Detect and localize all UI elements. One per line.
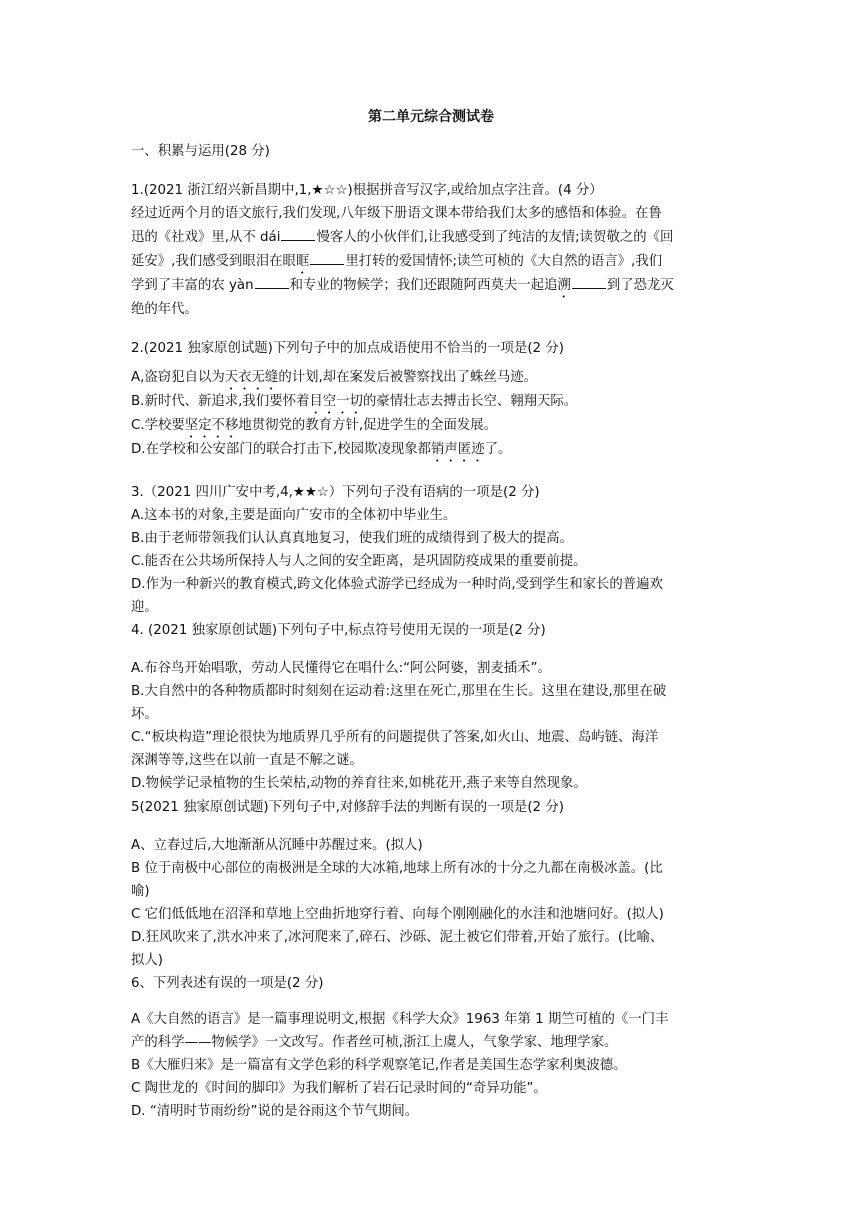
answer-blank[interactable] <box>310 250 344 265</box>
option-text: B.新时代、新追求,我们要怀着 <box>131 394 310 409</box>
q2-option-b <box>131 390 731 417</box>
dotted-character: 眶 <box>295 254 310 269</box>
q1-text-line: 经过近两个月的语文旅行,我们发现,八年级下册语文课本带给我们太多的感悟和体验。在鲁 <box>131 206 662 221</box>
dotted-idiom: 销声匿迹 <box>431 442 485 457</box>
q1-text-line <box>131 274 731 301</box>
q1-text-line <box>131 226 731 250</box>
answer-blank[interactable] <box>572 274 606 289</box>
q3-option-d-cont: 迎。 <box>131 600 158 615</box>
q3-option-a: A.这本书的对象,主要是面向广安市的全体初中毕业生。 <box>131 508 457 523</box>
option-text: 的计划,却在案发后被警察找出了蛛丝马迹。 <box>278 370 538 385</box>
answer-blank[interactable] <box>255 274 289 289</box>
q4-option-c: C.“板块构造”理论很快为地质界几乎所有的问题提供了答案,如火山、地震、岛屿链、海洋 <box>131 730 659 745</box>
q2-option-c <box>131 414 731 441</box>
q1-text-line: 绝的年代。 <box>131 302 198 317</box>
q6-option-d: D. “清明时节雨纷纷”说的是谷雨这个节气期间。 <box>131 1104 419 1119</box>
option-text: 地贯彻党的教育方针,促进学生的全面发展。 <box>238 418 498 433</box>
option-text: A,盗窃犯自以为 <box>131 370 225 385</box>
q4-stem: 4. (2021 独家原创试题)下列句子中,标点符号使用无误的一项是(2 分) <box>131 623 546 638</box>
q4-option-c-cont: 深渊等等,这些在以前一直是不解之谜。 <box>131 753 363 768</box>
option-text: D.在学校和公安部门的联合打击下,校园欺凌现象都 <box>131 442 432 457</box>
q1-text: 和专业的物候学；我们还跟随阿西莫夫一起追 <box>289 278 558 293</box>
q5-option-b: B 位于南极中心部位的南极洲是全球的大冰箱,地球上所有冰的十分之九都在南极冰盖。(比 <box>131 861 663 876</box>
q3-option-c: C.能否在公共场所保持人与人之间的安全距离，是巩固防疫成果的重要前提。 <box>131 554 587 569</box>
q2-option-d <box>131 438 731 465</box>
q4-option-b-cont: 坏。 <box>131 707 158 722</box>
q1-text: 学到了丰富的农 yàn <box>131 278 254 293</box>
q2-option-a <box>131 366 731 393</box>
q4-option-b: B.大自然中的各种物质都时时刻刻在运动着:这里在死亡,那里在生长。这里在建设,那里在破 <box>131 684 667 699</box>
q6-option-b: B《大雁归来》是一篇富有文学色彩的科学观察笔记,作者是美国生态学家利奥波德。 <box>131 1058 627 1073</box>
dotted-character: 溯 <box>557 278 571 293</box>
answer-blank[interactable] <box>281 226 315 241</box>
section-heading: 一、积累与运用(28 分) <box>131 144 270 159</box>
q3-option-b: B.由于老师带领我们认认真真地复习，使我们班的成绩得到了极大的提高。 <box>131 531 573 546</box>
page-title: 第二单元综合测试卷 <box>368 109 494 125</box>
q1-stem: 1.(2021 浙江绍兴新昌期中,1,★☆☆)根据拼音写汉字,或给加点字注音。(4 分） <box>131 183 603 198</box>
q2-stem: 2.(2021 独家原创试题)下列句子中的加点成语使用不恰当的一项是(2 分) <box>131 341 564 356</box>
q4-option-d: D.物候学记录植物的生长荣枯,动物的养育往来,如桃花开,燕子来等自然现象。 <box>131 776 587 791</box>
q1-text: 迅的《社戏》里,从不 dái <box>131 230 281 245</box>
q1-text: 延安》,我们感受到眼泪在眼 <box>131 254 296 269</box>
dotted-idiom: 坚定不移 <box>184 418 239 433</box>
q3-option-d: D.作为一种新兴的教育模式,跨文化体验式游学已经成为一种时尚,受到学生和家长的普遍欢 <box>131 577 663 592</box>
option-text: 了。 <box>484 442 512 457</box>
q3-stem: 3.（2021 四川广安中考,4,★★☆）下列句子没有语病的一项是(2 分) <box>131 485 540 500</box>
q1-text-line <box>131 250 731 277</box>
q5-option-c: C 它们低低地在沼泽和草地上空曲折地穿行着、向每个刚刚融化的水洼和池塘问好。(拟人) <box>131 907 664 922</box>
q6-option-a: A《大自然的语言》是一篇事理说明文,根据《科学大众》1963 年第 1 期竺可植的《一门丰 <box>131 1012 669 1027</box>
q1-text: 里打转的爱国情怀;读竺可桢的《大自然的语言》,我们 <box>345 254 663 269</box>
q5-option-d: D.狂风吹来了,洪水冲来了,冰河爬来了,碎石、沙砾、泥土被它们带着,开始了旅行。(比喻、 <box>131 930 664 945</box>
option-text: 的豪情壮志去搏击长空、翱翔天际。 <box>362 394 578 409</box>
q5-option-a: A、立春过后,大地渐渐从沉睡中苏醒过来。(拟人) <box>131 838 423 853</box>
dotted-idiom: 天衣无缝 <box>224 370 279 385</box>
dotted-idiom: 目空一切 <box>309 394 363 409</box>
q6-stem: 6、下列表述有误的一项是(2 分) <box>131 976 324 991</box>
q5-stem: 5(2021 独家原创试题)下列句子中,对修辞手法的判断有误的一项是(2 分) <box>131 800 564 815</box>
q5-option-b-cont: 喻) <box>131 884 150 899</box>
option-text: C.学校要 <box>131 418 185 433</box>
q6-option-a-cont: 产的科学——物候学》一文改写。作者丝可桢,浙江上虞人，气象学家、地理学家。 <box>131 1035 618 1050</box>
q5-option-d-cont: 拟人) <box>131 953 164 968</box>
q4-option-a: A.布谷鸟开始唱歌，劳动人民懂得它在唱什么:“阿公阿婆，割麦插禾”。 <box>131 661 551 676</box>
q1-text: 慢客人的小伙伴们,让我感受到了纯洁的友情;读贺敬之的《回 <box>316 230 674 245</box>
q6-option-c: C 陶世龙的《时间的脚印》为我们解析了岩石记录时间的“奇异功能”。 <box>131 1081 547 1096</box>
q1-text: 到了恐龙灭 <box>606 278 674 293</box>
